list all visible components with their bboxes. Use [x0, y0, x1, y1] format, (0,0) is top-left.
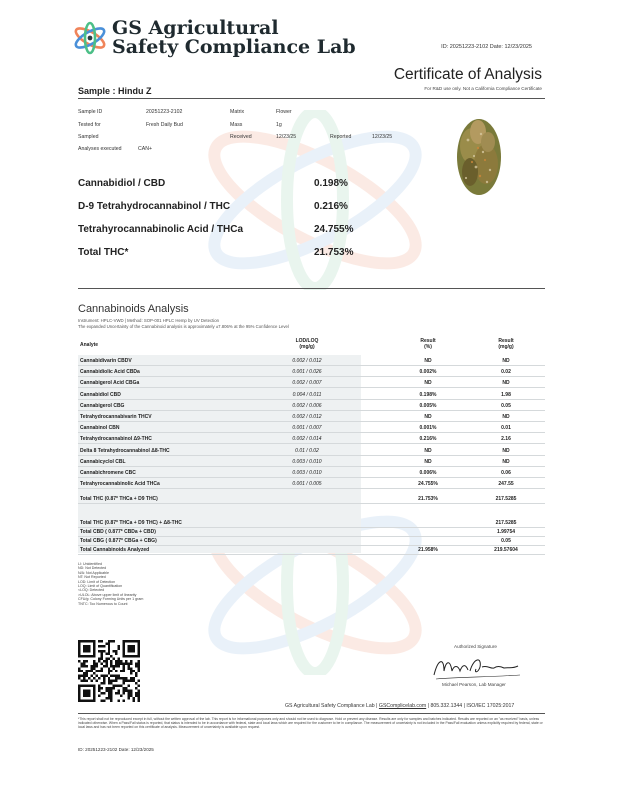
result-pct-cell: 0.005%	[419, 402, 437, 409]
mass-label: Mass	[230, 122, 243, 128]
analyte-cell: Cannabidivarin CBDV	[80, 358, 132, 364]
result-mg-cell: 0.06	[501, 470, 511, 476]
result-pct-cell: 21.753%	[418, 496, 438, 502]
legend-item: NT: Not Reported	[78, 575, 106, 580]
analyte-cell: Cannabicyclol CBL	[80, 458, 126, 465]
result-pct-cell: ND	[424, 458, 432, 465]
footer-contact-rest: | 805.332.1344 | ISO/IEC 17025:2017	[427, 703, 515, 709]
header-lod-loq	[262, 339, 352, 350]
legend-item: <LOQ: Detected	[78, 588, 105, 593]
signature-label: Authorized Signature	[454, 644, 497, 649]
result-mg-cell: ND	[502, 447, 510, 454]
summary-label-cbd: Cannabidiol / CBD	[78, 178, 166, 189]
qr-code[interactable]	[78, 640, 140, 702]
header-result-mg-line2: (mg/g)	[498, 343, 514, 350]
result-pct-cell: ND	[424, 447, 432, 454]
table-row	[78, 422, 545, 433]
sample-id-value: 20251223-2102	[146, 109, 183, 115]
lod-loq-cell: 0.001 / 0.007	[292, 425, 322, 432]
analyte-cell: Cannabigerol Acid CBGa	[80, 380, 140, 387]
received-value: 12/23/25	[276, 134, 297, 140]
disclaimer-text: *This report shall not be reproduced except in full, without the written approval of the lab. This report is for informational purposes only and should not be used to diagnose. Hold or prevent any disease. Results are only for samples and batches indicated. Results are reported on an "as received" basis, unless indicated otherwise. When a Pass/Fail status is reported, that status is intended to be in accordance with federal, state and local laws which are required for the customer to be in compliance. The measurement of uncertainty is not included in the Pass/Fail evaluation unless explicitly required by federal, state or local laws and has not been reported on this certificate of analysis. Measurement of uncertainty is available upon request.	[78, 717, 543, 730]
header-id-date: ID: 20251223-2102 Date: 12/23/2025	[441, 44, 532, 50]
result-mg-cell: 217.5285	[495, 520, 517, 526]
result-mg-cell: 0.02	[501, 369, 511, 376]
footer-lab: GS Agricultural Safety Compliance Lab |	[285, 703, 378, 709]
sample-title: Sample : Hindu Z	[78, 86, 152, 96]
result-pct-cell: 0.002%	[419, 369, 437, 376]
result-pct-cell: 0.006%	[419, 470, 437, 476]
lod-loq-cell: 0.003 / 0.010	[292, 470, 322, 476]
sampled-label: Sampled	[78, 134, 99, 140]
header-analyte: Analyte	[80, 342, 99, 348]
mass-value: 1g	[276, 122, 282, 128]
table-row	[78, 400, 545, 411]
result-pct-cell: 0.216%	[419, 436, 437, 443]
analyte-cell: Total CBG ( 0.877* CBGa + CBG)	[80, 538, 157, 544]
result-pct-cell: 24.755%	[418, 481, 438, 488]
received-label: Received	[230, 134, 252, 140]
table-row	[78, 544, 545, 555]
lod-loq-cell: 0.002 / 0.006	[292, 402, 322, 409]
analyte-cell: Tetrahydrocannabivarin THCV	[80, 414, 152, 420]
lod-loq-cell: 0.01 / 0.02	[295, 447, 319, 454]
summary-label-total-thc: Total THC*	[78, 247, 129, 258]
header-lod-loq-line1: LOD/LOQ	[295, 338, 319, 344]
analyte-cell: Cannabichromene CBC	[80, 470, 136, 476]
result-mg-cell: ND	[502, 458, 510, 465]
table-row	[78, 456, 545, 467]
summary-value-total-thc: 21.753%	[314, 247, 354, 258]
header-divider	[78, 98, 545, 99]
lod-loq-cell: 0.002 / 0.012	[292, 414, 322, 420]
footer-website-link[interactable]: GSComplicelab.com	[378, 703, 427, 709]
lod-loq-cell: 0.002 / 0.007	[292, 380, 322, 387]
table-row	[78, 377, 545, 388]
analyte-cell: Delta 8 Tetrahydrocannabinol Δ8-THC	[80, 447, 170, 454]
result-mg-cell: 0.05	[501, 538, 511, 544]
lod-loq-cell: 0.001 / 0.026	[292, 369, 322, 376]
analyte-cell: Total CBD ( 0.877* CBDa + CBD)	[80, 529, 156, 535]
table-header	[78, 337, 545, 355]
analyses-label: Analyses executed	[78, 146, 122, 152]
sample-id-label: Sample ID	[78, 109, 103, 115]
table-row	[78, 366, 545, 377]
table-row	[78, 433, 545, 444]
cannabis-bud-image	[448, 112, 510, 198]
summary-value-d9thc: 0.216%	[314, 201, 348, 212]
instrument-note: Instrument: HPLC-VWD | Method: SOP-001 HPLC Hemp by UV Detection	[78, 318, 220, 323]
matrix-label: Matrix	[230, 109, 245, 115]
analyte-cell: Total Cannabinoids Analyzed	[80, 547, 150, 553]
result-mg-cell: ND	[502, 380, 510, 387]
lod-loq-cell: 0.001 / 0.005	[292, 481, 322, 488]
header-result-pct-line1: Result	[420, 338, 436, 344]
result-pct-cell: 21.958%	[418, 547, 438, 553]
analyte-cell: Cannabinol CBN	[80, 425, 120, 432]
footer-contact	[285, 703, 514, 709]
analyte-cell: Tetrahyrocannabinolic Acid THCa	[80, 481, 160, 488]
result-pct-cell: ND	[424, 380, 432, 387]
result-pct-cell: ND	[424, 414, 432, 420]
table-row	[78, 445, 545, 456]
result-mg-cell: 0.01	[501, 425, 511, 432]
section-divider	[78, 288, 545, 289]
abbreviation-legend	[78, 562, 143, 606]
header-result-pct	[398, 339, 458, 350]
legend-item: LI: Unidentified	[78, 562, 102, 566]
legend-item: CFU/g: Colony Forming Units per 1 gram	[78, 597, 144, 602]
result-mg-cell: ND	[502, 414, 510, 420]
result-mg-cell: 247.55	[498, 481, 514, 488]
lab-logo-icon	[72, 20, 108, 56]
certificate-subtitle: For R&D use only. Not a California Compliance Certificate	[424, 86, 542, 91]
table-row	[78, 493, 545, 504]
tested-for-label: Tested for	[78, 122, 101, 128]
analyte-cell: Cannabidiol CBD	[80, 391, 121, 398]
result-mg-cell: 0.05	[501, 402, 511, 409]
result-mg-cell: 1.99754	[496, 529, 516, 535]
table-row	[78, 355, 545, 366]
legend-item: N/A: Not Applicable	[78, 570, 109, 575]
lab-name	[112, 19, 356, 57]
result-mg-cell: 2.16	[501, 436, 511, 443]
analyte-cell: Total THC (0.87* THCa + D9 THC)	[80, 496, 158, 502]
analyte-cell: Total THC (0.87* THCa + D9 THC) + Δ8-THC	[80, 520, 182, 526]
analyses-value: CAN+	[138, 146, 152, 152]
legend-item: LOD: Limit of Detection	[78, 579, 116, 584]
table-row	[78, 389, 545, 400]
reported-value: 12/23/25	[372, 134, 393, 140]
uncertainty-note: The expanded Uncertainty of the Cannabinoid analysis is approximately ±7.806% at the 95% Confidence Level	[78, 324, 289, 329]
handwritten-signature	[430, 653, 526, 683]
result-mg-cell: 217.5285	[495, 496, 517, 502]
header-result-mg-line1: Result	[498, 338, 514, 344]
header-result-pct-line2: (%)	[424, 343, 432, 350]
lod-loq-cell: 0.004 / 0.011	[292, 391, 322, 398]
lab-name-line1: GS Agricultural	[112, 17, 279, 39]
signatory-name: Michael Pearson, Lab Manager	[442, 682, 506, 687]
footer-id-date: ID: 20251223-2102 Date: 12/23/2025	[78, 747, 154, 752]
summary-label-thca: Tetrahyrocannabinolic Acid / THCa	[78, 224, 244, 235]
tested-for-value: Fresh Daily Bud	[146, 122, 183, 128]
header-result-mg	[468, 339, 544, 350]
result-pct-cell: ND	[424, 358, 432, 364]
legend-item: ND: Not Detected	[78, 566, 107, 571]
cannabinoids-title: Cannabinoids Analysis	[78, 303, 189, 315]
legend-item: >ULOL: Above upper limit of linearity	[78, 592, 137, 597]
analyte-cell: Cannabidiolic Acid CBDa	[80, 369, 140, 376]
reported-label: Reported	[330, 134, 352, 140]
footer-divider	[78, 713, 545, 714]
summary-value-cbd: 0.198%	[314, 178, 348, 189]
summary-value-thca: 24.755%	[314, 224, 354, 235]
result-pct-cell: 0.001%	[419, 425, 437, 432]
analyte-cell: Cannabigerol CBG	[80, 402, 125, 409]
lab-name-line2: Safety Compliance Lab	[112, 36, 356, 58]
table-row	[78, 467, 545, 478]
result-pct-cell: 0.198%	[419, 391, 437, 398]
table-row	[78, 411, 545, 422]
summary-label-d9thc: D-9 Tetrahydrocannabinol / THC	[78, 201, 231, 212]
result-mg-cell: 219.57604	[494, 547, 518, 553]
analyte-cell: Tetrahydrocannabinol Δ9-THC	[80, 436, 152, 443]
lod-loq-cell: 0.002 / 0.012	[292, 358, 322, 364]
lod-loq-cell: 0.002 / 0.014	[292, 436, 322, 443]
table-row	[78, 478, 545, 489]
matrix-value: Flower	[276, 109, 292, 115]
certificate-title: Certificate of Analysis	[393, 66, 542, 83]
result-mg-cell: ND	[502, 358, 510, 364]
header-lod-loq-line2: (mg/g)	[299, 343, 315, 350]
result-mg-cell: 1.98	[501, 391, 511, 398]
legend-item: LOQ: Limit of Quantification	[78, 584, 123, 589]
legend-item: TNTC: Too Numerous to Count	[78, 601, 128, 606]
lod-loq-cell: 0.003 / 0.010	[292, 458, 322, 465]
